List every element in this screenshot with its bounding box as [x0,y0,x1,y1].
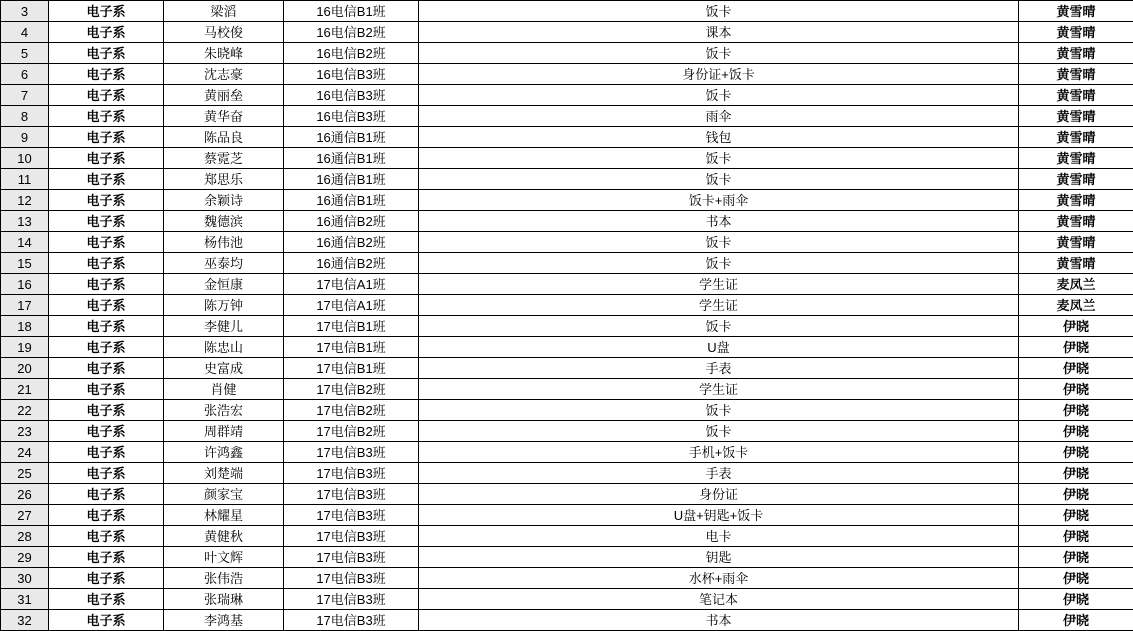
row-header-cell[interactable]: 12 [1,190,49,211]
row-header-cell[interactable]: 16 [1,274,49,295]
cell-department[interactable]: 电子系 [49,295,164,316]
table-row[interactable] [1,442,1133,463]
cell-owner[interactable]: 伊晓 [1019,589,1133,610]
cell-class[interactable]: 17电信B2班 [284,400,419,421]
row-header-cell[interactable]: 27 [1,505,49,526]
cell-item[interactable]: U盘+钥匙+饭卡 [419,505,1019,526]
row-header-cell[interactable]: 18 [1,316,49,337]
cell-item[interactable]: 饭卡 [419,85,1019,106]
row-header-cell[interactable]: 19 [1,337,49,358]
cell-owner[interactable]: 伊晓 [1019,442,1133,463]
cell-item[interactable]: 钥匙 [419,547,1019,568]
table-row[interactable] [1,484,1133,505]
cell-owner[interactable]: 黄雪晴 [1019,253,1133,274]
cell-class[interactable]: 17电信B3班 [284,610,419,631]
cell-department[interactable]: 电子系 [49,127,164,148]
table-row[interactable] [1,610,1133,631]
cell-class[interactable]: 16电信B2班 [284,22,419,43]
cell-item[interactable]: 学生证 [419,379,1019,400]
table-row[interactable] [1,589,1133,610]
table-row[interactable] [1,295,1133,316]
cell-item[interactable]: U盘 [419,337,1019,358]
cell-class[interactable]: 17电信B3班 [284,589,419,610]
cell-department[interactable]: 电子系 [49,400,164,421]
cell-item[interactable]: 饭卡 [419,232,1019,253]
cell-owner[interactable]: 伊晓 [1019,526,1133,547]
table-row[interactable] [1,316,1133,337]
row-header-cell[interactable]: 24 [1,442,49,463]
table-row[interactable] [1,190,1133,211]
table-row[interactable] [1,505,1133,526]
row-header-cell[interactable]: 32 [1,610,49,631]
cell-class[interactable]: 16电信B3班 [284,106,419,127]
cell-name[interactable]: 张浩宏 [164,400,284,421]
cell-owner[interactable]: 黄雪晴 [1019,85,1133,106]
table-row[interactable] [1,526,1133,547]
cell-department[interactable]: 电子系 [49,148,164,169]
cell-item[interactable]: 饭卡 [419,1,1019,22]
row-header-cell[interactable]: 26 [1,484,49,505]
row-header-cell[interactable]: 6 [1,64,49,85]
cell-item[interactable]: 书本 [419,211,1019,232]
cell-class[interactable]: 16通信B2班 [284,253,419,274]
table-row[interactable] [1,1,1133,22]
cell-owner[interactable]: 伊晓 [1019,547,1133,568]
row-header-cell[interactable]: 11 [1,169,49,190]
cell-name[interactable]: 许鸿鑫 [164,442,284,463]
table-row[interactable] [1,211,1133,232]
cell-name[interactable]: 余颖诗 [164,190,284,211]
cell-item[interactable]: 饭卡 [419,316,1019,337]
cell-class[interactable]: 16电信B2班 [284,43,419,64]
row-header-cell[interactable]: 17 [1,295,49,316]
row-header-cell[interactable]: 8 [1,106,49,127]
row-header-cell[interactable]: 4 [1,22,49,43]
row-header-cell[interactable]: 13 [1,211,49,232]
cell-name[interactable]: 郑思乐 [164,169,284,190]
cell-item[interactable]: 水杯+雨伞 [419,568,1019,589]
table-row[interactable] [1,106,1133,127]
cell-item[interactable]: 雨伞 [419,106,1019,127]
table-row[interactable] [1,85,1133,106]
cell-name[interactable]: 金恒康 [164,274,284,295]
cell-department[interactable]: 电子系 [49,232,164,253]
cell-class[interactable]: 17电信B3班 [284,526,419,547]
cell-name[interactable]: 肖健 [164,379,284,400]
cell-item[interactable]: 钱包 [419,127,1019,148]
cell-class[interactable]: 16通信B1班 [284,169,419,190]
cell-class[interactable]: 17电信B3班 [284,442,419,463]
cell-name[interactable]: 沈志豪 [164,64,284,85]
row-header-cell[interactable]: 30 [1,568,49,589]
cell-department[interactable]: 电子系 [49,316,164,337]
table-body [1,1,1133,631]
cell-owner[interactable]: 伊晓 [1019,484,1133,505]
cell-department[interactable]: 电子系 [49,442,164,463]
cell-class[interactable]: 16电信B3班 [284,85,419,106]
cell-name[interactable]: 巫泰均 [164,253,284,274]
row-header-cell[interactable]: 23 [1,421,49,442]
cell-department[interactable]: 电子系 [49,43,164,64]
cell-name[interactable]: 黄丽垒 [164,85,284,106]
row-header-cell[interactable]: 10 [1,148,49,169]
row-header-cell[interactable]: 22 [1,400,49,421]
row-header-cell[interactable]: 5 [1,43,49,64]
cell-owner[interactable]: 黄雪晴 [1019,127,1133,148]
cell-department[interactable]: 电子系 [49,64,164,85]
cell-department[interactable]: 电子系 [49,106,164,127]
table-row[interactable] [1,43,1133,64]
cell-class[interactable]: 17电信B3班 [284,568,419,589]
cell-department[interactable]: 电子系 [49,547,164,568]
table-row[interactable] [1,547,1133,568]
cell-item[interactable]: 学生证 [419,295,1019,316]
cell-department[interactable]: 电子系 [49,1,164,22]
row-header-cell[interactable]: 9 [1,127,49,148]
cell-owner[interactable]: 麦凤兰 [1019,295,1133,316]
cell-name[interactable]: 陈忠山 [164,337,284,358]
cell-department[interactable]: 电子系 [49,421,164,442]
cell-department[interactable]: 电子系 [49,358,164,379]
table-row[interactable] [1,400,1133,421]
cell-department[interactable]: 电子系 [49,211,164,232]
cell-owner[interactable]: 黄雪晴 [1019,148,1133,169]
cell-owner[interactable]: 伊晓 [1019,316,1133,337]
cell-class[interactable]: 17电信B3班 [284,547,419,568]
cell-department[interactable]: 电子系 [49,253,164,274]
table-row[interactable] [1,568,1133,589]
table-row[interactable] [1,274,1133,295]
cell-class[interactable]: 16电信B3班 [284,64,419,85]
table-row[interactable] [1,22,1133,43]
cell-class[interactable]: 17电信A1班 [284,295,419,316]
cell-name[interactable]: 周群靖 [164,421,284,442]
cell-item[interactable]: 学生证 [419,274,1019,295]
cell-class[interactable]: 17电信B3班 [284,505,419,526]
table-row[interactable] [1,337,1133,358]
row-header-cell[interactable]: 14 [1,232,49,253]
cell-item[interactable]: 饭卡 [419,421,1019,442]
table-row[interactable] [1,232,1133,253]
table-row[interactable] [1,64,1133,85]
cell-item[interactable]: 饭卡 [419,43,1019,64]
cell-department[interactable]: 电子系 [49,85,164,106]
cell-name[interactable]: 林耀星 [164,505,284,526]
table-row[interactable] [1,127,1133,148]
cell-class[interactable]: 16电信B1班 [284,1,419,22]
cell-item[interactable]: 手表 [419,463,1019,484]
cell-department[interactable]: 电子系 [49,484,164,505]
cell-owner[interactable]: 伊晓 [1019,568,1133,589]
cell-name[interactable]: 陈品良 [164,127,284,148]
cell-class[interactable]: 17电信B2班 [284,421,419,442]
cell-department[interactable]: 电子系 [49,610,164,631]
cell-name[interactable]: 蔡霓芝 [164,148,284,169]
cell-owner[interactable]: 黄雪晴 [1019,232,1133,253]
cell-class[interactable]: 17电信B3班 [284,463,419,484]
row-header-cell[interactable]: 25 [1,463,49,484]
cell-class[interactable]: 16通信B1班 [284,148,419,169]
cell-owner[interactable]: 伊晓 [1019,358,1133,379]
cell-name[interactable]: 陈万钟 [164,295,284,316]
cell-item[interactable]: 饭卡+雨伞 [419,190,1019,211]
table-row[interactable] [1,421,1133,442]
cell-item[interactable]: 书本 [419,610,1019,631]
cell-department[interactable]: 电子系 [49,379,164,400]
cell-department[interactable]: 电子系 [49,589,164,610]
table-row[interactable] [1,379,1133,400]
cell-owner[interactable]: 黄雪晴 [1019,43,1133,64]
row-header-cell[interactable]: 21 [1,379,49,400]
cell-owner[interactable]: 黄雪晴 [1019,169,1133,190]
cell-name[interactable]: 马校俊 [164,22,284,43]
cell-department[interactable]: 电子系 [49,337,164,358]
cell-owner[interactable]: 伊晓 [1019,337,1133,358]
cell-class[interactable]: 16通信B2班 [284,232,419,253]
cell-name[interactable]: 刘楚端 [164,463,284,484]
cell-name[interactable]: 魏德滨 [164,211,284,232]
cell-item[interactable]: 身份证+饭卡 [419,64,1019,85]
cell-item[interactable]: 饭卡 [419,253,1019,274]
cell-name[interactable]: 黄华奋 [164,106,284,127]
cell-name[interactable]: 李健儿 [164,316,284,337]
cell-owner[interactable]: 麦凤兰 [1019,274,1133,295]
cell-owner[interactable]: 黄雪晴 [1019,22,1133,43]
cell-department[interactable]: 电子系 [49,526,164,547]
table-row[interactable] [1,253,1133,274]
table-row[interactable] [1,463,1133,484]
cell-owner[interactable]: 黄雪晴 [1019,106,1133,127]
cell-department[interactable]: 电子系 [49,274,164,295]
row-header-cell[interactable]: 20 [1,358,49,379]
cell-owner[interactable]: 黄雪晴 [1019,1,1133,22]
cell-class[interactable]: 16通信B1班 [284,127,419,148]
cell-name[interactable]: 梁滔 [164,1,284,22]
cell-item[interactable]: 课本 [419,22,1019,43]
cell-name[interactable]: 颜家宝 [164,484,284,505]
cell-owner[interactable]: 黄雪晴 [1019,64,1133,85]
cell-owner[interactable]: 伊晓 [1019,610,1133,631]
cell-owner[interactable]: 黄雪晴 [1019,190,1133,211]
cell-name[interactable]: 叶文辉 [164,547,284,568]
table-row[interactable] [1,148,1133,169]
cell-class[interactable]: 16通信B2班 [284,211,419,232]
cell-owner[interactable]: 伊晓 [1019,400,1133,421]
cell-item[interactable]: 电卡 [419,526,1019,547]
cell-department[interactable]: 电子系 [49,169,164,190]
cell-name[interactable]: 史富成 [164,358,284,379]
table-row[interactable] [1,358,1133,379]
row-header-cell[interactable]: 7 [1,85,49,106]
cell-class[interactable]: 17电信B1班 [284,337,419,358]
cell-class[interactable]: 17电信A1班 [284,274,419,295]
cell-item[interactable]: 身份证 [419,484,1019,505]
cell-owner[interactable]: 伊晓 [1019,379,1133,400]
cell-name[interactable]: 张瑞琳 [164,589,284,610]
cell-item[interactable]: 笔记本 [419,589,1019,610]
cell-department[interactable]: 电子系 [49,568,164,589]
cell-class[interactable]: 17电信B3班 [284,484,419,505]
row-header-cell[interactable]: 28 [1,526,49,547]
cell-owner[interactable]: 黄雪晴 [1019,211,1133,232]
row-header-cell[interactable]: 15 [1,253,49,274]
cell-name[interactable]: 朱晓峰 [164,43,284,64]
cell-class[interactable]: 16通信B1班 [284,190,419,211]
cell-name[interactable]: 黄健秋 [164,526,284,547]
table-row[interactable] [1,169,1133,190]
cell-item[interactable]: 手机+饭卡 [419,442,1019,463]
cell-class[interactable]: 17电信B1班 [284,316,419,337]
cell-class[interactable]: 17电信B1班 [284,358,419,379]
cell-item[interactable]: 饭卡 [419,400,1019,421]
cell-item[interactable]: 饭卡 [419,148,1019,169]
cell-name[interactable]: 张伟浩 [164,568,284,589]
cell-item[interactable]: 手表 [419,358,1019,379]
cell-owner[interactable]: 伊晓 [1019,463,1133,484]
row-header-cell[interactable]: 31 [1,589,49,610]
cell-owner[interactable]: 伊晓 [1019,505,1133,526]
cell-class[interactable]: 17电信B2班 [284,379,419,400]
row-header-cell[interactable]: 3 [1,1,49,22]
cell-owner[interactable]: 伊晓 [1019,421,1133,442]
cell-department[interactable]: 电子系 [49,505,164,526]
row-header-cell[interactable]: 29 [1,547,49,568]
cell-department[interactable]: 电子系 [49,463,164,484]
cell-department[interactable]: 电子系 [49,22,164,43]
cell-name[interactable]: 李鸿基 [164,610,284,631]
cell-item[interactable]: 饭卡 [419,169,1019,190]
cell-name[interactable]: 杨伟池 [164,232,284,253]
cell-department[interactable]: 电子系 [49,190,164,211]
